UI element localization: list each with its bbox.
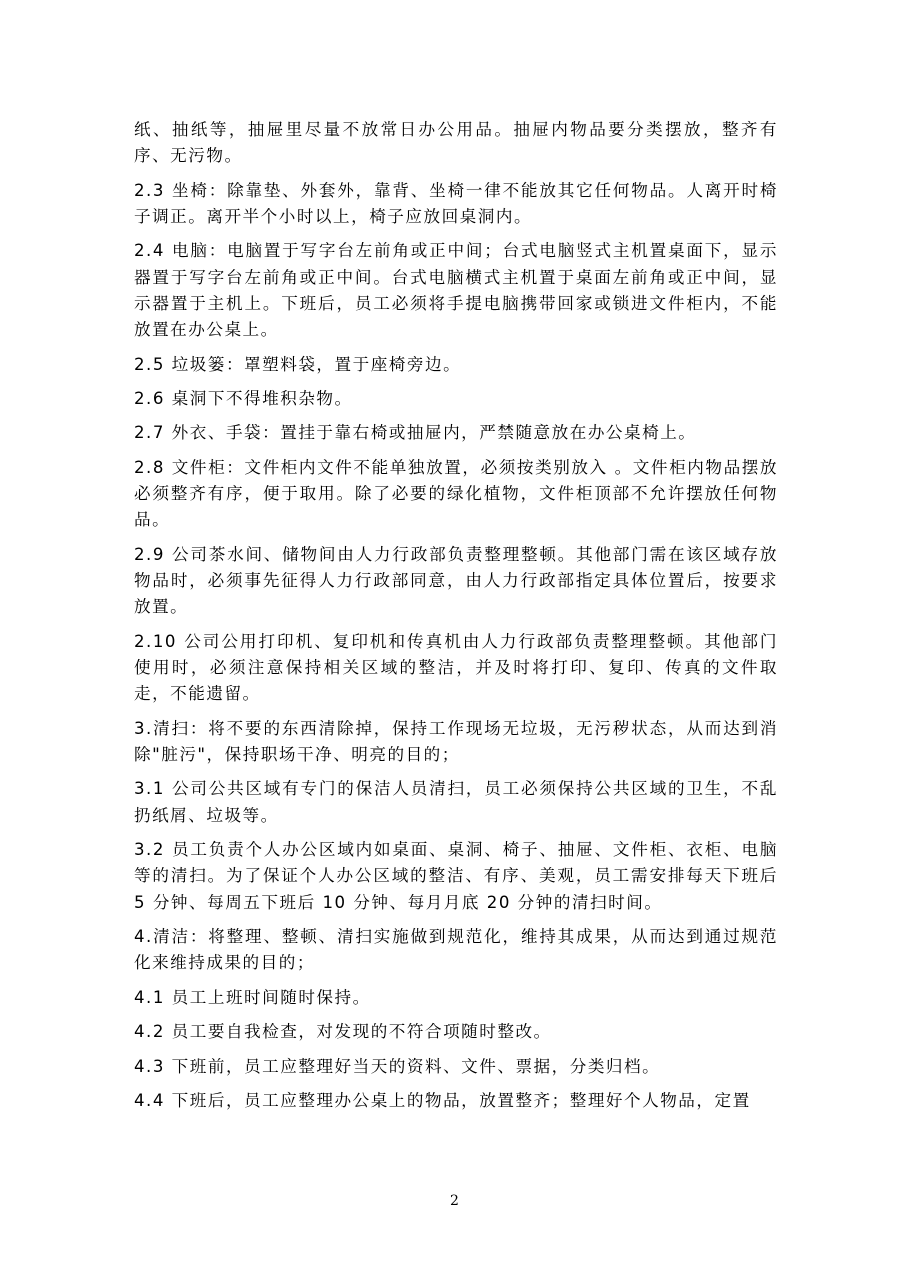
- paragraph: 4.清洁：将整理、整顿、清扫实施做到规范化，维持其成果，从而达到通过规范化来维持成果的目的；: [134, 927, 778, 973]
- paragraph: 3.清扫：将不要的东西清除掉，保持工作现场无垃圾，无污秽状态，从而达到消除"脏污"，保持职场干净、明亮的目的；: [134, 718, 778, 765]
- paragraph: 2.9 公司茶水间、储物间由人力行政部负责整理整顿。其他部门需在该区域存放物品时，必须事先征得人力行政部同意，由人力行政部指定具体位置后，按要求放置。: [134, 544, 778, 617]
- paragraph: 4.3 下班前，员工应整理好当天的资料、文件、票据，分类归档。: [134, 1056, 661, 1076]
- paragraph: 2.3 坐椅：除靠垫、外套外，靠背、坐椅一律不能放其它任何物品。人离开时椅子调正。离开半个小时以上，椅子应放回桌洞内。: [134, 180, 778, 226]
- paragraph: 4.4 下班后，员工应整理办公桌上的物品，放置整齐；整理好个人物品，定置: [134, 1091, 751, 1110]
- paragraph: 2.7 外衣、手袋：置挂于靠右椅或抽屉内，严禁随意放在办公桌椅上。: [134, 423, 697, 443]
- paragraph: 2.10 公司公用打印机、复印机和传真机由人力行政部负责整理整顿。其他部门使用时，必须注意保持相关区域的整洁，并及时将打印、复印、传真的文件取走，不能遗留。: [134, 631, 778, 704]
- paragraph: 2.6 桌洞下不得堆积杂物。: [134, 389, 353, 409]
- page-number: 2: [450, 1193, 459, 1209]
- paragraph: 3.1 公司公共区域有专门的保洁人员清扫，员工必须保持公共区域的卫生，不乱扔纸屑、垃圾等。: [134, 779, 778, 825]
- paragraph: 2.5 垃圾篓：罩塑料袋，置于座椅旁边。: [134, 354, 462, 374]
- paragraph: 2.4 电脑：电脑置于写字台左前角或正中间；台式电脑竖式主机置桌面下，显示器置于写字台左前角或正中间。台式电脑横式主机置于桌面左前角或正中间，显示器置于主机上。下班后，员工必须将手提电脑携带回家或锁进文件柜内，不能放置在办公桌上。: [134, 241, 778, 340]
- paragraph: 2.8 文件柜：文件柜内文件不能单独放置，必须按类别放入 。文件柜内物品摆放必须整齐有序，便于取用。除了必要的绿化植物，文件柜顶部不允许摆放任何物品。: [134, 457, 778, 530]
- paragraph: 纸、抽纸等，抽屉里尽量不放常日办公用品。抽屉内物品要分类摆放，整齐有序、无污物。: [134, 120, 778, 166]
- paragraph: 4.1 员工上班时间随时保持。: [134, 987, 371, 1007]
- paragraph: 4.2 员工要自我检查，对发现的不符合项随时整改。: [134, 1022, 552, 1042]
- paragraph: 3.2 员工负责个人办公区域内如桌面、桌洞、椅子、抽屉、文件柜、衣柜、电脑等的清扫。为了保证个人办公区域的整洁、有序、美观，员工需安排每天下班后 5 分钟、每周五下班后 10 分钟、每月月底 20 分钟的清扫时间。: [134, 840, 778, 912]
- body-text: [134, 117, 778, 1122]
